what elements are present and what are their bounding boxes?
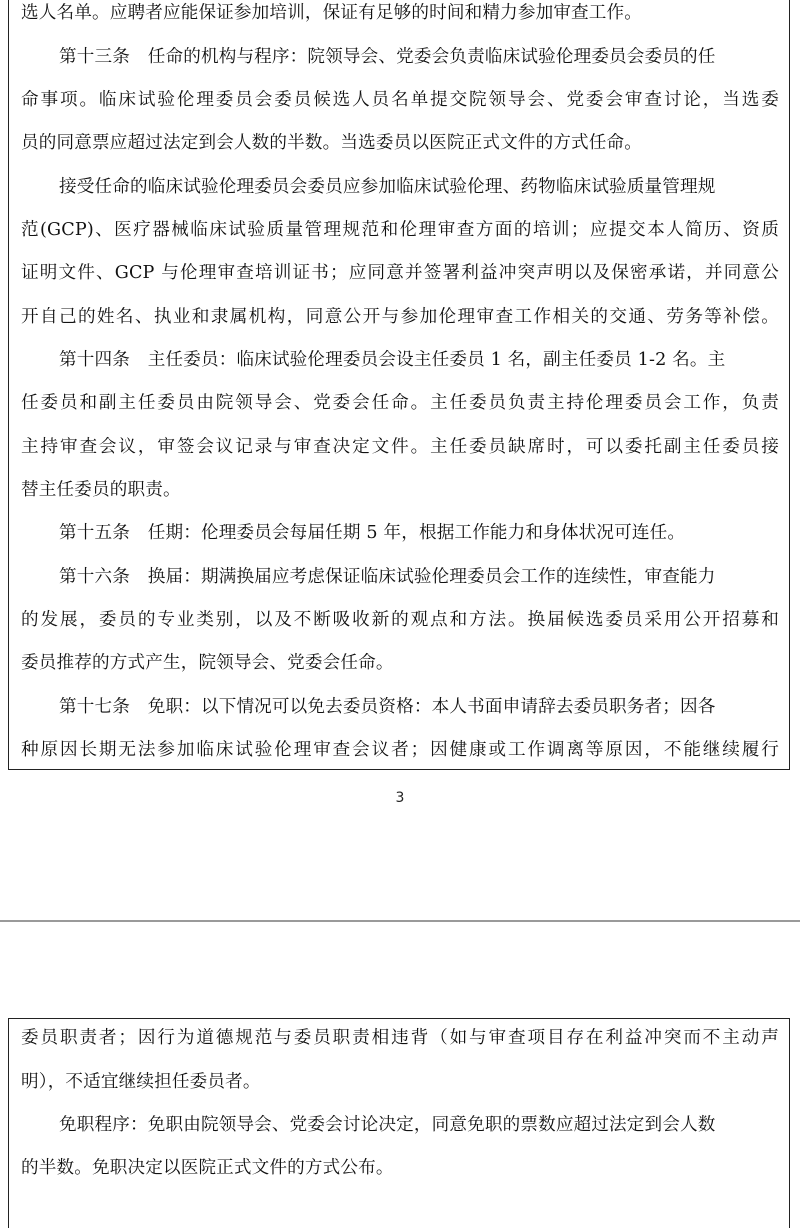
text-line: 种原因长期无法参加临床试验伦理审查会议者；因健康或工作调离等原因，不能继续履行	[21, 740, 779, 760]
article-15-heading-line: 第十五条 任期：伦理委员会每届任期 5 年，根据工作能力和身体状况可连任。	[59, 523, 686, 543]
article-13-heading-line: 第十三条 任命的机构与程序：院领导会、党委会负责临床试验伦理委员会委员的任	[59, 47, 716, 67]
text-line: 选人名单。应聘者应能保证参加培训，保证有足够的时间和精力参加审查工作。	[21, 3, 643, 23]
document-page-4	[8, 1018, 790, 1228]
text-line: 命事项。临床试验伦理委员会委员候选人员名单提交院领导会、党委会审查讨论，当选委	[21, 90, 779, 110]
article-14-heading-line: 第十四条 主任委员：临床试验伦理委员会设主任委员 1 名，副主任委员 1-2 名。主	[59, 350, 726, 370]
text-line: 员的同意票应超过法定到会人数的半数。当选委员以医院正式文件的方式任命。	[21, 133, 643, 153]
text-line: 主持审查会议，审签会议记录与审查决定文件。主任委员缺席时，可以委托副主任委员接	[21, 437, 779, 457]
dismissal-procedure-line: 免职程序：免职由院领导会、党委会讨论决定，同意免职的票数应超过法定到会人数	[59, 1115, 716, 1135]
article-16-heading-line: 第十六条 换届：期满换届应考虑保证临床试验伦理委员会工作的连续性，审查能力	[59, 567, 716, 587]
article-17-heading-line: 第十七条 免职：以下情况可以免去委员资格：本人书面申请辞去委员职务者；因各	[59, 697, 716, 717]
text-line: 明），不适宜继续担任委员者。	[21, 1072, 261, 1092]
text-line: 委员推荐的方式产生，院领导会、党委会任命。	[21, 653, 394, 673]
text-line: 接受任命的临床试验伦理委员会委员应参加临床试验伦理、药物临床试验质量管理规	[59, 177, 716, 197]
text-line: 范(GCP)、医疗器械临床试验质量管理规范和伦理审查方面的培训；应提交本人简历、资质	[21, 220, 779, 240]
text-line: 的发展，委员的专业类别，以及不断吸收新的观点和方法。换届候选委员采用公开招募和	[21, 610, 779, 630]
text-line: 证明文件、GCP 与伦理审查培训证书；应同意并签署利益冲突声明以及保密承诺，并同意公	[21, 263, 779, 283]
document-page-3	[8, 0, 790, 770]
text-line: 委员职责者；因行为道德规范与委员职责相违背（如与审查项目存在利益冲突而不主动声	[21, 1028, 779, 1048]
text-line: 替主任委员的职责。	[21, 480, 181, 500]
text-line: 开自己的姓名、执业和隶属机构，同意公开与参加伦理审查工作相关的交通、劳务等补偿。	[21, 307, 779, 327]
page-number: 3	[395, 790, 405, 806]
text-line: 的半数。免职决定以医院正式文件的方式公布。	[21, 1158, 394, 1178]
page-divider	[0, 920, 800, 922]
text-line: 任委员和副主任委员由院领导会、党委会任命。主任委员负责主持伦理委员会工作，负责	[21, 393, 779, 413]
